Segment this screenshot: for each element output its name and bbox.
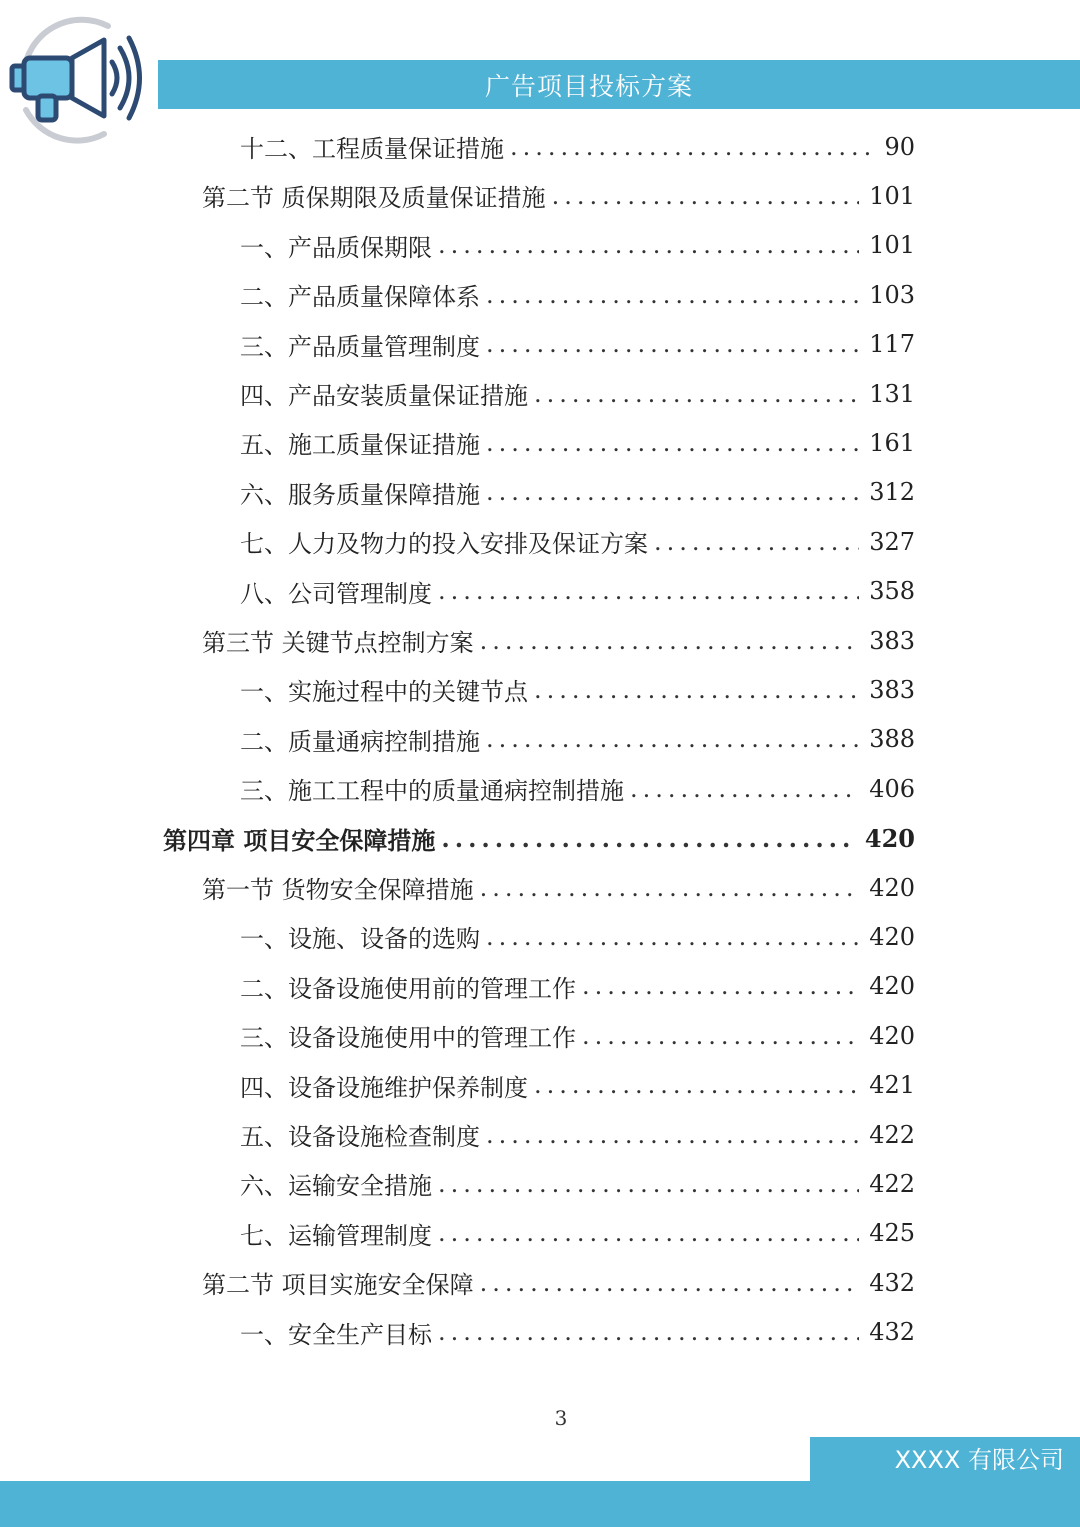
toc-entry[interactable] — [240, 517, 915, 566]
toc-leader-dots — [486, 1121, 859, 1149]
toc-entry-title: 第三节 关键节点控制方案 — [202, 629, 474, 657]
document-title: 广告项目投标方案 — [484, 71, 693, 101]
toc-entry[interactable] — [202, 171, 915, 220]
toc-entry-title: 八、公司管理制度 — [240, 579, 432, 608]
toc-entry-page: 383 — [869, 626, 915, 655]
toc-entry-title: 第四章 项目安全保障措施 — [163, 825, 436, 855]
megaphone-icon — [4, 10, 146, 146]
toc-entry-title: 三、施工工程中的质量通病控制措施 — [240, 777, 624, 806]
toc-leader-dots — [480, 874, 860, 902]
toc-leader-dots — [486, 478, 859, 506]
toc-leader-dots — [438, 1170, 859, 1198]
toc-entry-page: 420 — [869, 972, 915, 1001]
toc-entry-title: 六、运输安全措施 — [240, 1172, 432, 1201]
toc-entry-page: 101 — [869, 231, 915, 260]
toc-leader-dots — [486, 725, 859, 753]
toc-entry-title: 一、产品质保期限 — [240, 233, 432, 262]
toc-entry-page: 420 — [864, 823, 915, 853]
toc-entry[interactable] — [240, 1011, 915, 1060]
toc-entry-title: 二、设备设施使用前的管理工作 — [240, 974, 576, 1003]
toc-entry-title: 第一节 货物安全保障措施 — [202, 876, 474, 904]
toc-entry-title: 三、产品质量管理制度 — [240, 332, 480, 361]
toc-entry-title: 十二、工程质量保证措施 — [240, 135, 504, 163]
toc-entry[interactable] — [240, 122, 915, 171]
footer-company-name: XXXX 有限公司 — [894, 1446, 1064, 1474]
toc-entry[interactable] — [240, 1308, 915, 1357]
toc-leader-dots — [486, 330, 859, 358]
toc-entry-page: 103 — [869, 280, 915, 309]
toc-entry[interactable] — [240, 1159, 915, 1208]
toc-entry-page: 425 — [869, 1219, 915, 1248]
toc-entry[interactable] — [202, 863, 915, 912]
toc-entry-title: 三、设备设施使用中的管理工作 — [240, 1024, 576, 1053]
toc-entry-page: 131 — [869, 379, 915, 408]
toc-leader-dots — [480, 1269, 860, 1297]
toc-entry[interactable] — [240, 221, 915, 270]
toc-entry-title: 第二节 质保期限及质量保证措施 — [202, 184, 546, 213]
toc-leader-dots — [438, 1318, 859, 1346]
toc-leader-dots — [438, 577, 859, 605]
toc-entry-page: 432 — [869, 1268, 915, 1297]
toc-entry-title: 七、运输管理制度 — [240, 1221, 432, 1250]
toc-leader-dots — [438, 231, 859, 259]
toc-leader-dots — [510, 133, 869, 161]
toc-entry-title: 一、实施过程中的关键节点 — [240, 678, 528, 707]
toc-entry[interactable] — [240, 665, 915, 714]
toc-entry[interactable] — [240, 418, 915, 467]
toc-leader-dots — [534, 676, 859, 704]
toc-entry-title: 四、产品安装质量保证措施 — [240, 382, 528, 410]
toc-entry-title: 五、施工质量保证措施 — [240, 431, 480, 460]
toc-entry-page: 421 — [869, 1071, 915, 1100]
toc-entry-title: 一、安全生产目标 — [240, 1320, 432, 1349]
toc-leader-dots — [582, 972, 859, 1000]
toc-leader-dots — [438, 1219, 859, 1247]
page-number: 3 — [554, 1406, 568, 1430]
toc-leader-dots — [630, 775, 859, 803]
toc-entry-page: 388 — [869, 725, 915, 754]
toc-entry-title: 二、质量通病控制措施 — [240, 727, 480, 756]
toc-entry[interactable] — [240, 468, 915, 517]
toc-leader-dots — [534, 1071, 859, 1099]
toc-entry-title: 四、设备设施维护保养制度 — [240, 1073, 528, 1102]
toc-entry-title: 六、服务质量保障措施 — [240, 480, 480, 509]
toc-entry-title: 二、产品质量保障体系 — [240, 283, 480, 312]
toc-entry-page: 101 — [869, 181, 915, 210]
toc-entry[interactable] — [240, 912, 915, 961]
toc-entry-page: 383 — [869, 675, 915, 704]
toc-entry-title: 五、设备设施检查制度 — [240, 1123, 480, 1151]
toc-leader-dots — [486, 429, 859, 457]
toc-entry-page: 161 — [869, 428, 915, 457]
toc-entry-page: 406 — [869, 774, 915, 803]
toc-entry-page: 312 — [869, 478, 915, 507]
toc-leader-dots — [486, 281, 859, 309]
toc-entry-title: 七、人力及物力的投入安排及保证方案 — [240, 530, 648, 559]
toc-entry[interactable] — [240, 1061, 915, 1110]
toc-leader-dots — [552, 182, 860, 210]
toc-entry-page: 420 — [869, 922, 915, 951]
toc-entry[interactable] — [240, 962, 915, 1011]
toc-leader-dots — [486, 923, 859, 951]
toc-entry-page: 327 — [869, 527, 915, 556]
toc-entry[interactable] — [240, 369, 915, 418]
toc-entry[interactable] — [240, 764, 915, 813]
toc-entry[interactable] — [240, 715, 915, 764]
toc-leader-dots — [441, 824, 855, 853]
toc-entry-page: 358 — [869, 577, 915, 606]
toc-entry[interactable] — [202, 1258, 915, 1307]
header-bar — [158, 60, 1080, 109]
toc-leader-dots — [480, 627, 860, 655]
toc-leader-dots — [582, 1022, 859, 1050]
toc-entry-title: 第二节 项目实施安全保障 — [202, 1271, 474, 1300]
toc-entry[interactable] — [163, 814, 915, 863]
toc-entry-page: 420 — [869, 1021, 915, 1050]
toc-entry-page: 422 — [869, 1169, 915, 1198]
toc-entry[interactable] — [202, 616, 915, 665]
toc-entry[interactable] — [240, 1110, 915, 1159]
toc-entry-page: 117 — [869, 330, 915, 359]
toc-entry[interactable] — [240, 320, 915, 369]
toc-entry[interactable] — [240, 1209, 915, 1258]
footer-stripe — [0, 1481, 1080, 1527]
toc-entry-page: 422 — [869, 1120, 915, 1149]
toc-entry-page: 432 — [869, 1318, 915, 1347]
toc-entry-page: 420 — [869, 873, 915, 902]
toc-entry-title: 一、设施、设备的选购 — [240, 925, 480, 954]
toc-leader-dots — [534, 380, 859, 408]
toc-entry[interactable] — [240, 567, 915, 616]
toc-leader-dots — [654, 528, 859, 556]
toc-entry-page: 90 — [884, 132, 915, 161]
toc-entry[interactable] — [240, 270, 915, 319]
